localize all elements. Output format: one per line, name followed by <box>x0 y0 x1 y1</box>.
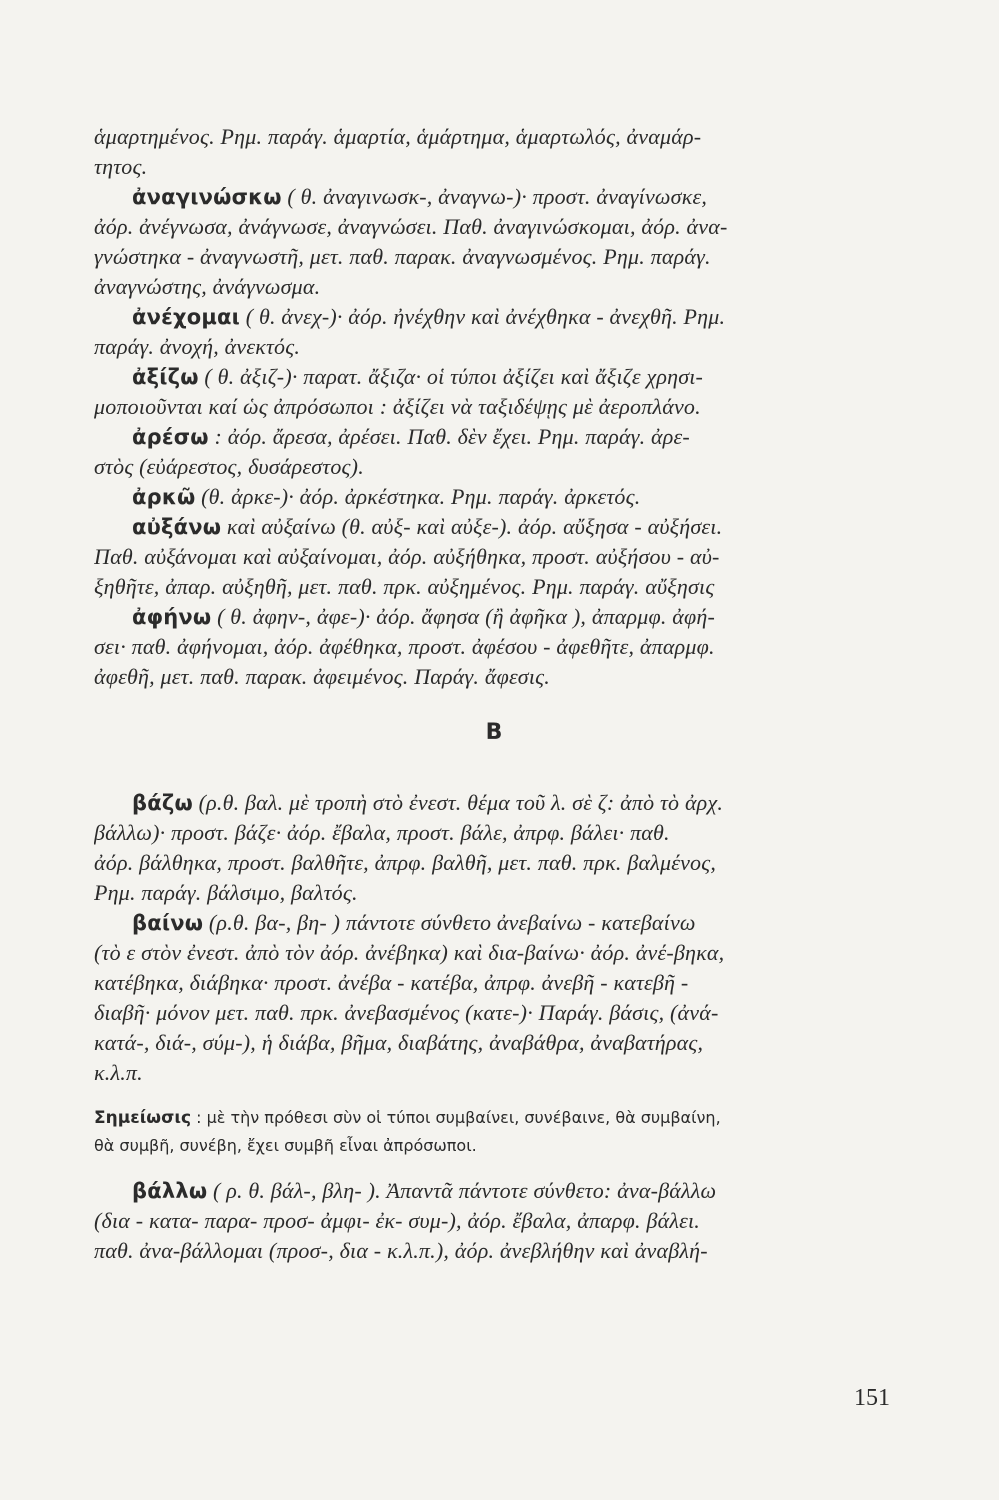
entry-text: ( θ. ἀνεχ-)· ἀόρ. ἠνέχθην καὶ ἀνέχθηκα - ἀνεχθῆ. Ρημ. <box>240 304 726 329</box>
entry-line <box>94 848 894 878</box>
entry-text: βάλλω)· προστ. βάζε· ἀόρ. ἔβαλα, προστ. βάλε, ἀπρφ. βάλει· παθ. <box>94 820 670 845</box>
entry-first-line <box>94 908 894 938</box>
entry-text: κατέβηκα, διάβηκα· προστ. ἀνέβα - κατέβα, ἀπρφ. ἀνεβῆ - κατεβῆ - <box>94 970 689 995</box>
entry-line <box>94 998 894 1028</box>
entry-line <box>94 632 894 662</box>
headword: βαίνω <box>132 911 204 935</box>
entry-text: (θ. ἀρκε-)· ἀόρ. ἀρκέστηκα. Ρημ. παράγ. ἀρκετός. <box>195 484 641 509</box>
headword: ἀνέχομαι <box>132 305 241 329</box>
entry-first-line <box>94 182 894 212</box>
entry-text: : ἀόρ. ἄρεσα, ἀρέσει. Παθ. δὲν ἔχει. Ρημ. παράγ. ἀρε- <box>208 424 690 449</box>
entry-line <box>94 818 894 848</box>
entry-text: ἀόρ. βάλθηκα, προστ. βαλθῆτε, ἀπρφ. βαλθῆ, μετ. παθ. πρκ. βαλμένος, <box>94 850 717 875</box>
headword: ἀρέσω <box>132 425 209 449</box>
entry-text: ( θ. ἀναγινωσκ-, ἀναγνω-)· προστ. ἀναγίνωσκε, <box>281 184 708 209</box>
entry-text: ἀφεθῆ, μετ. παθ. παρακ. ἀφειμένος. Παράγ. ἄφεσις. <box>94 664 550 689</box>
headword: ἀρκῶ <box>132 485 196 509</box>
entry-text: ( ρ. θ. βάλ-, βλη- ). Ἀπαντᾶ πάντοτε σύνθετο: ἀνα-βάλλω <box>207 1178 717 1203</box>
section-beta-entries <box>94 788 894 1088</box>
section-alpha-entries <box>94 122 894 692</box>
entry-text: διαβῆ· μόνον μετ. παθ. πρκ. ἀνεβασμένος (κατε-)· Παράγ. βάσις, (ἀνά- <box>94 1000 719 1025</box>
entry-first-line <box>94 302 894 332</box>
entry-text: σει· παθ. ἀφήνομαι, ἀόρ. ἀφέθηκα, προστ. ἀφέσου - ἀφεθῆτε, ἀπαρμφ. <box>94 634 715 659</box>
headword: ἀναγινώσκω <box>132 185 282 209</box>
entry-line <box>94 662 894 692</box>
dictionary-page <box>94 122 894 1266</box>
entry-line <box>94 152 894 182</box>
entry-text: ξηθῆτε, ἀπαρ. αὐξηθῆ, μετ. παθ. πρκ. αὐξημένος. Ρημ. παράγ. αὔξησις <box>94 574 715 599</box>
note-block <box>94 1104 894 1160</box>
entry-text: ( θ. ἀφην-, ἀφε-)· ἀόρ. ἄφησα (ἢ ἀφῆκα ), ἀπαρμφ. ἀφή- <box>211 604 716 629</box>
entry-text: (ρ.θ. βαλ. μὲ τροπὴ στὸ ἐνεστ. θέμα τοῦ λ. σὲ ζ: ἀπὸ τὸ ἀρχ. <box>192 790 724 815</box>
note-line <box>94 1104 894 1132</box>
headword: βάζω <box>132 791 193 815</box>
entry-first-line <box>94 422 894 452</box>
entry-text: κατά-, διά-, σύμ-), ἡ διάβα, βῆμα, διαβάτης, ἀναβάθρα, ἀναβατήρας, <box>94 1030 704 1055</box>
note-label: Σημείωσις <box>94 1108 192 1128</box>
entry-line <box>94 122 894 152</box>
note-line <box>94 1132 894 1160</box>
entry-first-line <box>94 602 894 632</box>
entry-text: παθ. ἀνα-βάλλομαι (προσ-, δια - κ.λ.π.), ἀόρ. ἀνεβλήθην καὶ ἀναβλή- <box>94 1238 708 1263</box>
entry-text: παράγ. ἀνοχή, ἀνεκτός. <box>94 334 301 359</box>
note-text: : μὲ τὴν πρόθεσι σὺν οἱ τύποι συμβαίνει, συνέβαινε, θὰ συμβαίνη, <box>191 1108 721 1127</box>
entry-first-line <box>94 482 894 512</box>
entry-line <box>94 392 894 422</box>
entry-text: γνώστηκα - ἀναγνωστῆ, μετ. παθ. παρακ. ἀναγνωσμένος. Ρημ. παράγ. <box>94 244 711 269</box>
section-beta-entries-continued <box>94 1176 894 1266</box>
entry-line <box>94 212 894 242</box>
entry-line <box>94 1236 894 1266</box>
entry-line <box>94 938 894 968</box>
entry-text: ἁμαρτημένος. Ρημ. παράγ. ἁμαρτία, ἁμάρτημα, ἁμαρτωλός, ἀναμάρ- <box>94 124 702 149</box>
entry-line <box>94 272 894 302</box>
entry-first-line <box>94 788 894 818</box>
entry-line <box>94 242 894 272</box>
headword: αὐξάνω <box>132 515 222 539</box>
headword: βάλλω <box>132 1179 208 1203</box>
entry-line <box>94 452 894 482</box>
entry-text: ἀναγνώστης, ἀνάγνωσμα. <box>94 274 321 299</box>
page-number: 151 <box>854 1385 890 1411</box>
entry-text: κ.λ.π. <box>94 1060 143 1085</box>
entry-text: μοποιοῦνται καί ὡς ἀπρόσωποι : ἀξίζει νὰ ταξιδέψῃς μὲ ἀεροπλάνο. <box>94 394 701 419</box>
entry-line <box>94 968 894 998</box>
entry-first-line <box>94 512 894 542</box>
entry-text: (ρ.θ. βα-, βη- ) πάντοτε σύνθετο ἀνεβαίνω - κατεβαίνω <box>203 910 696 935</box>
headword: ἀξίζω <box>132 365 199 389</box>
entry-line <box>94 1028 894 1058</box>
entry-line <box>94 878 894 908</box>
entry-first-line <box>94 362 894 392</box>
entry-text: Ρημ. παράγ. βάλσιμο, βαλτός. <box>94 880 358 905</box>
entry-text: καὶ αὐξαίνω (θ. αὐξ- καὶ αὐξε-). ἀόρ. αὔξησα - αὐξήσει. <box>221 514 723 539</box>
letter-heading: Β <box>485 720 503 745</box>
entry-line <box>94 1206 894 1236</box>
entry-line <box>94 332 894 362</box>
entry-text: (δια - κατα- παρα- προσ- ἀμφι- ἐκ- συμ-), ἀόρ. ἔβαλα, ἀπαρφ. βάλει. <box>94 1208 700 1233</box>
note-text: θὰ συμβῆ, συνέβη, ἔχει συμβῆ εἶναι ἀπρόσωποι. <box>94 1136 477 1155</box>
entry-text: στὸς (εὐάρεστος, δυσάρεστος). <box>94 454 364 479</box>
entry-text: τητος. <box>94 154 148 179</box>
entry-line <box>94 572 894 602</box>
entry-line <box>94 542 894 572</box>
entry-text: ( θ. ἀξιζ-)· παρατ. ἄξιζα· οἱ τύποι ἀξίζει καὶ ἄξιζε χρησι- <box>198 364 704 389</box>
entry-text: ἀόρ. ἀνέγνωσα, ἀνάγνωσε, ἀναγνώσει. Παθ. ἀναγινώσκομαι, ἀόρ. ἀνα- <box>94 214 728 239</box>
entry-text: (τὸ ε στὸν ἐνεστ. ἀπὸ τὸν ἀόρ. ἀνέβηκα) καὶ δια-βαίνω· ἀόρ. ἀνέ-βηκα, <box>94 940 725 965</box>
entry-line <box>94 1058 894 1088</box>
headword: ἀφήνω <box>132 605 212 629</box>
entry-first-line <box>94 1176 894 1206</box>
entry-text: Παθ. αὐξάνομαι καὶ αὐξαίνομαι, ἀόρ. αὐξήθηκα, προστ. αὐξήσου - αὐ- <box>94 544 720 569</box>
